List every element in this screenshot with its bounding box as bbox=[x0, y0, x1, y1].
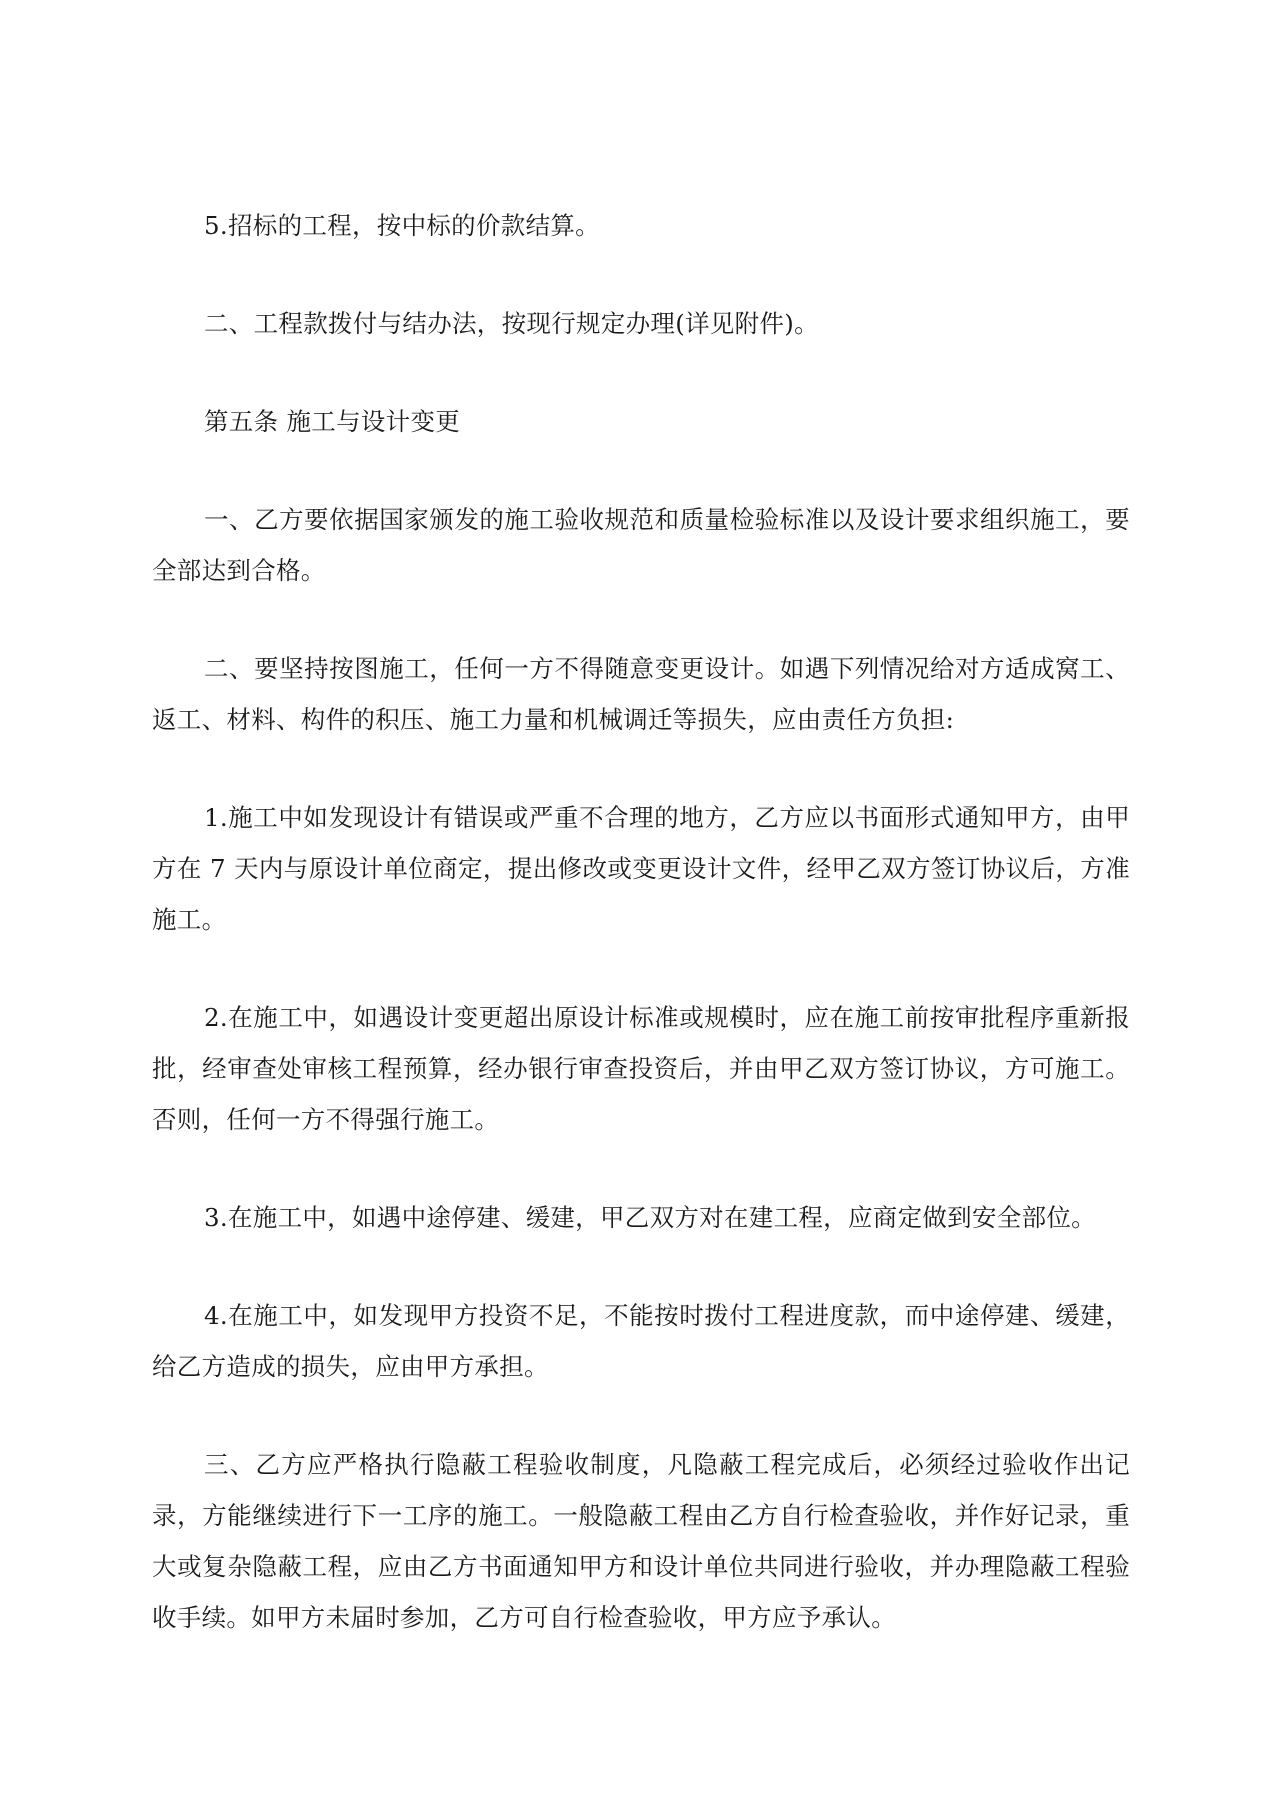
paragraph-payment-method: 二、工程款拨付与结办法，按现行规定办理(详见附件)。 bbox=[204, 309, 819, 338]
paragraph-item-3: 3.在施工中，如遇中途停建、缓建，甲乙双方对在建工程，应商定做到安全部位。 bbox=[204, 1203, 1096, 1232]
paragraph-settlement-tender: 5.招标的工程，按中标的价款结算。 bbox=[204, 211, 600, 240]
article-heading: 第五条 施工与设计变更 bbox=[204, 407, 461, 436]
paragraph-item-1: 1.施工中如发现设计有错误或严重不合理的地方，乙方应以书面形式通知甲方，由甲方在 7 天内与原设计单位商定，提出修改或变更设计文件，经甲乙双方签订协议后，方准施工。 bbox=[152, 803, 1130, 934]
paragraph-construction-standards: 一、乙方要依据国家颁发的施工验收规范和质量检验标准以及设计要求组织施工，要全部达到合格。 bbox=[152, 505, 1130, 585]
paragraph-item-4: 4.在施工中，如发现甲方投资不足，不能按时拨付工程进度款，而中途停建、缓建，给乙方造成的损失，应由甲方承担。 bbox=[152, 1301, 1130, 1381]
paragraph-design-change: 二、要坚持按图施工，任何一方不得随意变更设计。如遇下列情况给对方适成窝工、返工、材料、构件的积压、施工力量和机械调迁等损失，应由责任方负担: bbox=[152, 654, 1130, 734]
paragraph-item-2: 2.在施工中，如遇设计变更超出原设计标准或规模时，应在施工前按审批程序重新报批，经审查处审核工程预算，经办银行审查投资后，并由甲乙双方签订协议，方可施工。否则，任何一方不得强行施工。 bbox=[152, 1003, 1130, 1134]
paragraph-concealed-works: 三、乙方应严格执行隐蔽工程验收制度，凡隐蔽工程完成后，必须经过验收作出记录，方能继续进行下一工序的施工。一般隐蔽工程由乙方自行检查验收，并作好记录，重大或复杂隐蔽工程，应由乙方书面通知甲方和设计单位共同进行验收，并办理隐蔽工程验收手续。如甲方未届时参加，乙方可自行检查验收，甲方应予承认。 bbox=[152, 1450, 1130, 1632]
document-body bbox=[152, 200, 1130, 1690]
